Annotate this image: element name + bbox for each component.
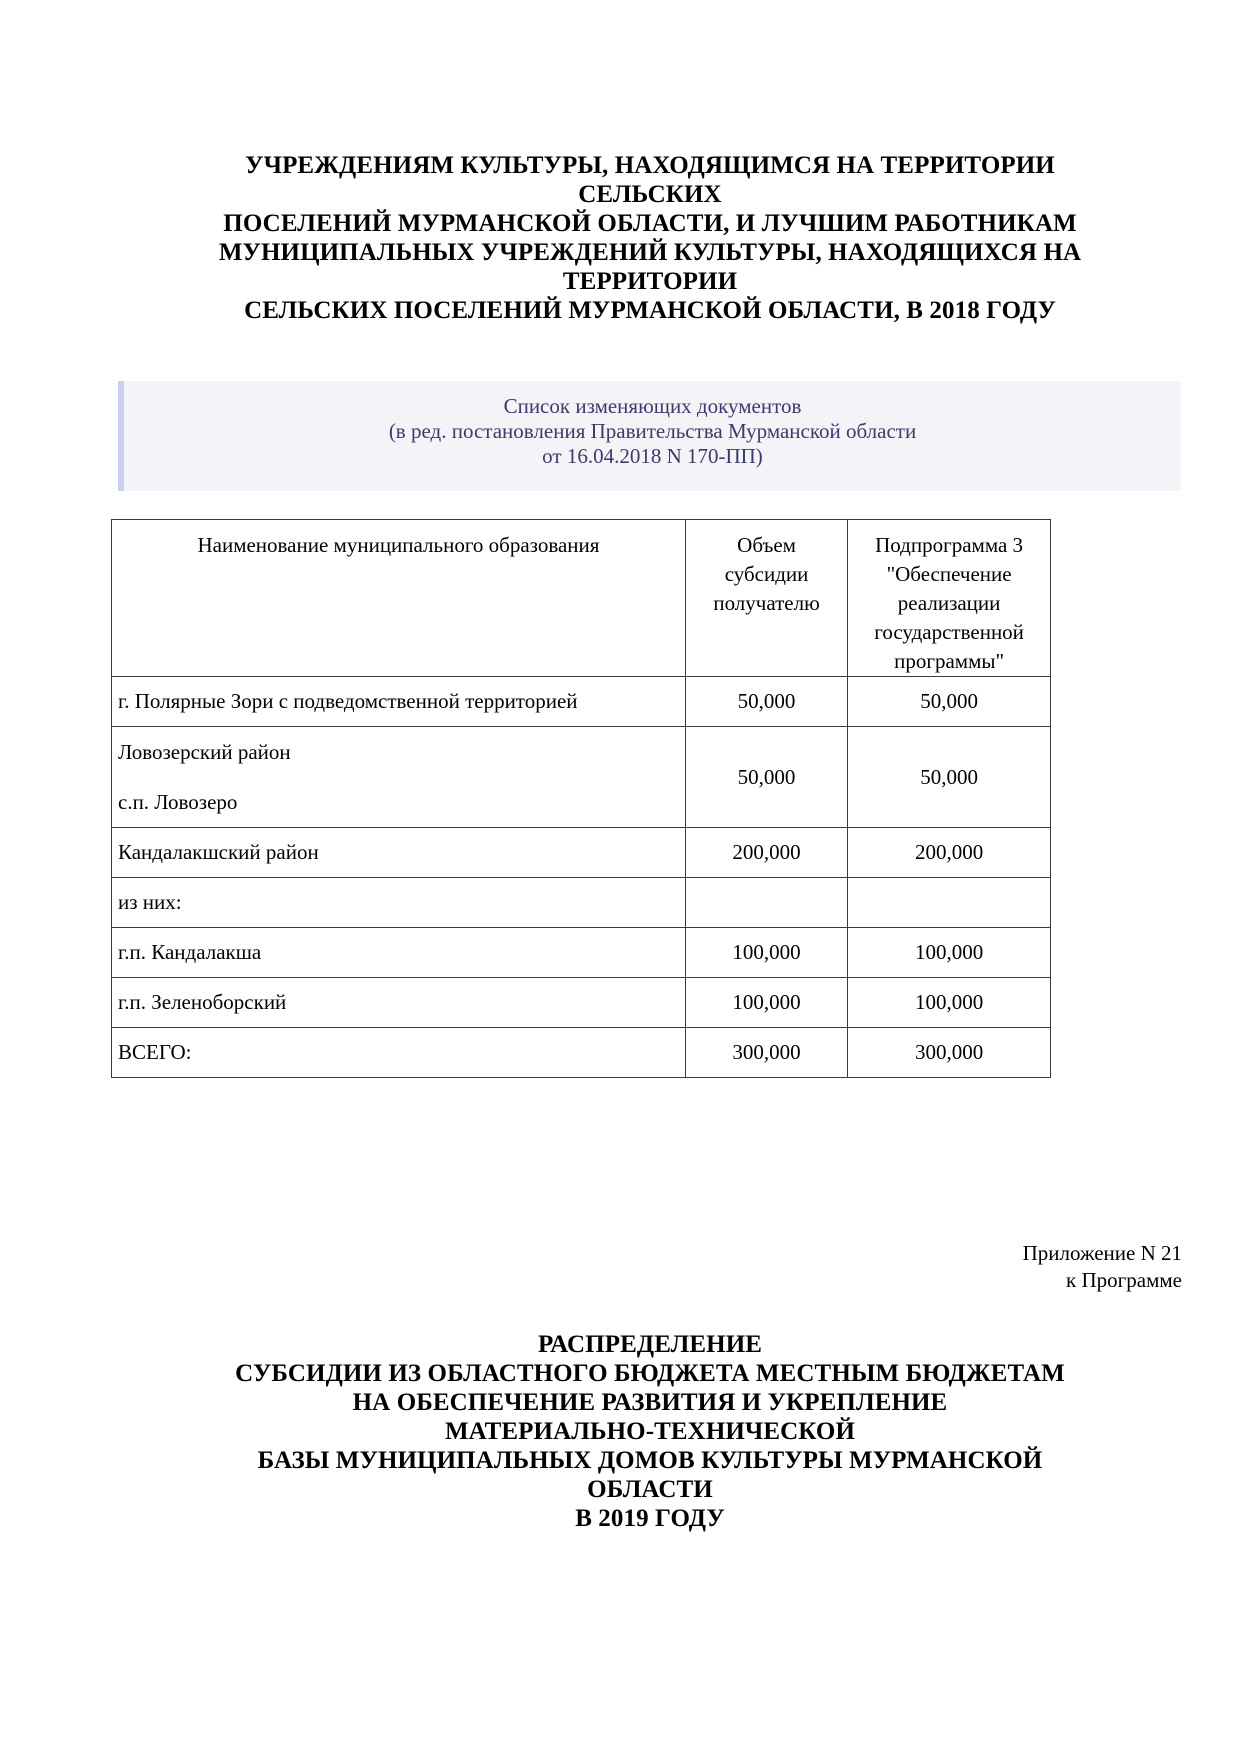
title-line: БАЗЫ МУНИЦИПАЛЬНЫХ ДОМОВ КУЛЬТУРЫ МУРМАНСКОЙ <box>257 1447 1043 1474</box>
title-line: СЕЛЬСКИХ ПОСЕЛЕНИЙ МУРМАНСКОЙ ОБЛАСТИ, В 2018 ГОДУ <box>244 297 1056 324</box>
title-line: В 2019 ГОДУ <box>575 1505 725 1532</box>
subsidy-volume-cell: 50,000 <box>685 677 847 727</box>
section-title-2019 <box>120 1330 1180 1533</box>
header-text-line: реализации <box>897 591 1001 615</box>
municipality-cell: г. Полярные Зори с подведомственной территорией <box>112 677 686 727</box>
subprogram-cell: 50,000 <box>848 727 1051 828</box>
header-text-line: "Обеспечение <box>886 562 1012 586</box>
title-line: СЕЛЬСКИХ <box>578 181 722 208</box>
appendix-number: Приложение N 21 <box>1022 1241 1182 1265</box>
note-reference: (в ред. постановления Правительства Мурманской области <box>388 419 917 443</box>
total-subprogram-cell: 300,000 <box>848 1028 1051 1078</box>
subsidy-volume-cell: 100,000 <box>685 928 847 978</box>
title-line: РАСПРЕДЕЛЕНИЕ <box>537 1331 763 1358</box>
title-line: УЧРЕЖДЕНИЯМ КУЛЬТУРЫ, НАХОДЯЩИМСЯ НА ТЕРРИТОРИИ <box>245 152 1055 179</box>
header-text-line: программы" <box>894 649 1005 673</box>
settlement-name: с.п. Ловозеро <box>118 789 238 814</box>
header-subsidy-volume <box>685 520 847 677</box>
header-text-line: государственной <box>874 620 1024 644</box>
municipality-cell: г.п. Кандалакша <box>112 928 686 978</box>
municipality-cell: из них: <box>112 878 686 928</box>
note-title: Список изменяющих документов <box>503 394 802 418</box>
table-row <box>112 727 1051 828</box>
header-text-line: Объем <box>737 533 796 557</box>
total-subsidy-volume-cell: 300,000 <box>685 1028 847 1078</box>
subprogram-cell: 200,000 <box>848 828 1051 878</box>
title-line: ТЕРРИТОРИИ <box>562 268 738 295</box>
title-line: МУНИЦИПАЛЬНЫХ УЧРЕЖДЕНИЙ КУЛЬТУРЫ, НАХОДЯЩИХСЯ НА <box>218 239 1082 266</box>
district-name: Ловозерский район <box>118 739 291 764</box>
subsidy-distribution-table <box>111 519 1051 1078</box>
subsidy-volume-cell <box>685 878 847 928</box>
table-total-row <box>112 1028 1051 1078</box>
table-row <box>112 978 1051 1028</box>
title-line: СУБСИДИИ ИЗ ОБЛАСТНОГО БЮДЖЕТА МЕСТНЫМ БЮДЖЕТАМ <box>235 1360 1065 1387</box>
amending-documents-note <box>118 381 1181 491</box>
municipality-cell: Кандалакшский район <box>112 828 686 878</box>
title-line: ОБЛАСТИ <box>587 1476 713 1503</box>
title-line: НА ОБЕСПЕЧЕНИЕ РАЗВИТИЯ И УКРЕПЛЕНИЕ <box>352 1389 948 1416</box>
subprogram-cell: 100,000 <box>848 978 1051 1028</box>
title-line: ПОСЕЛЕНИЙ МУРМАНСКОЙ ОБЛАСТИ, И ЛУЧШИМ РАБОТНИКАМ <box>223 210 1077 237</box>
header-municipality: Наименование муниципального образования <box>112 520 686 677</box>
municipality-cell: г.п. Зеленоборский <box>112 978 686 1028</box>
subprogram-cell: 50,000 <box>848 677 1051 727</box>
header-text-line: получателю <box>713 591 820 615</box>
table-row <box>112 928 1051 978</box>
total-label-cell: ВСЕГО: <box>112 1028 686 1078</box>
subsidy-volume-cell: 50,000 <box>685 727 847 828</box>
header-text-line: субсидии <box>724 562 809 586</box>
subsidy-volume-cell: 100,000 <box>685 978 847 1028</box>
subprogram-cell: 100,000 <box>848 928 1051 978</box>
table-header-row <box>112 520 1051 677</box>
subsidy-volume-cell: 200,000 <box>685 828 847 878</box>
header-subprogram-3 <box>848 520 1051 677</box>
subprogram-cell <box>848 878 1051 928</box>
municipality-cell <box>112 727 686 828</box>
note-reference-date: от 16.04.2018 N 170-ПП) <box>542 444 763 468</box>
table-row <box>112 677 1051 727</box>
appendix-target: к Программе <box>1066 1268 1182 1292</box>
appendix-reference <box>1023 1240 1182 1294</box>
header-text-line: Подпрограмма 3 <box>875 533 1024 557</box>
table-row <box>112 878 1051 928</box>
title-line: МАТЕРИАЛЬНО-ТЕХНИЧЕСКОЙ <box>444 1418 855 1445</box>
section-title-2018 <box>120 151 1180 325</box>
table-row <box>112 828 1051 878</box>
